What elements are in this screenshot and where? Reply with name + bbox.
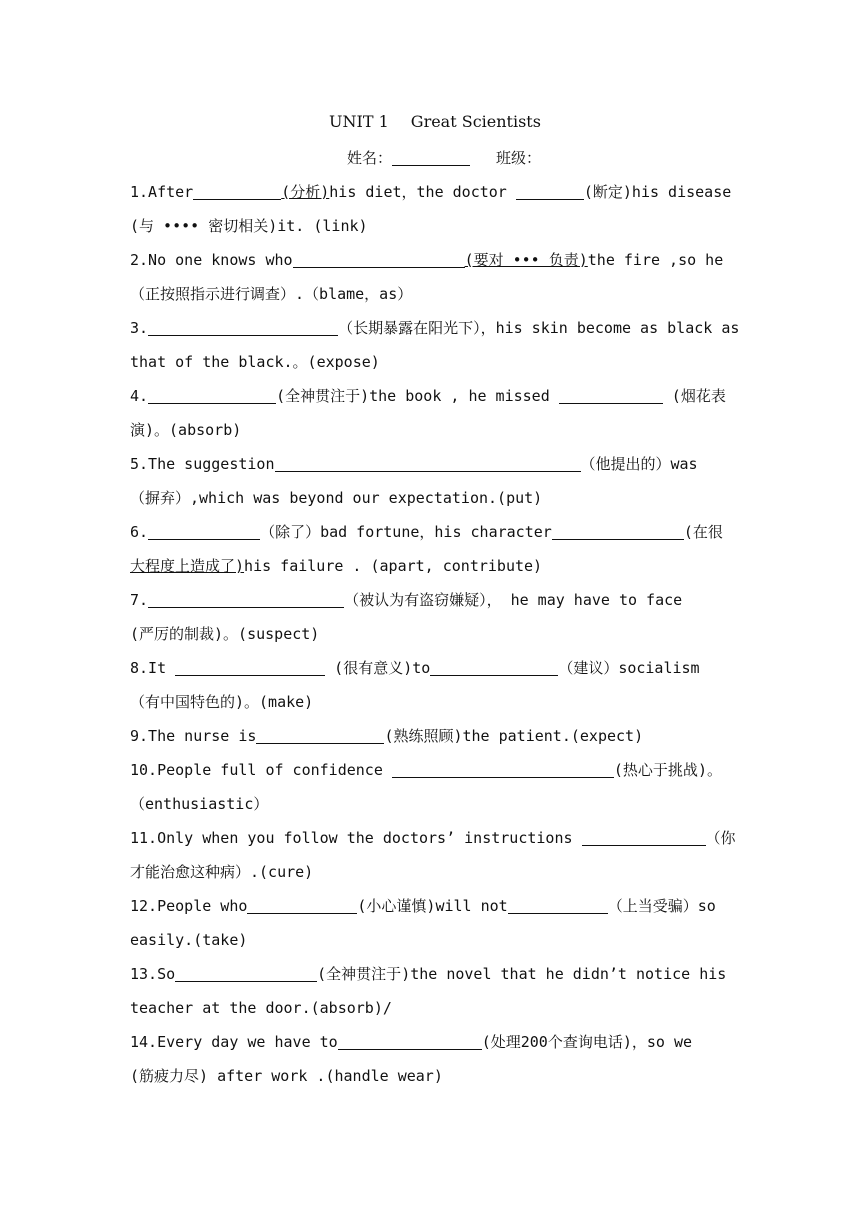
unit-topic: Great Scientists — [410, 112, 541, 131]
question-5-line-1: 5.The suggestion （他提出的）was — [130, 455, 698, 473]
page-title — [140, 108, 730, 135]
question-6-line-2: 大程度上造成了)his failure . (apart, contribute) — [130, 557, 543, 575]
question-13-line-2: teacher at the door.(absorb)/ — [130, 999, 392, 1017]
class-label: 班级： — [496, 149, 542, 167]
unit-label: UNIT 1 — [329, 112, 389, 131]
question-8-line-2: （有中国特色的)。(make) — [130, 693, 314, 711]
name-blank[interactable] — [392, 147, 470, 166]
answer-blank[interactable] — [148, 317, 338, 336]
question-14 — [130, 1025, 730, 1093]
question-14-line-2: (筋疲力尽) after work .(handle wear) — [130, 1067, 443, 1085]
question-13-line-1: 13.So (全神贯注于)the novel that he didn’t notice his — [130, 965, 727, 983]
answer-blank[interactable] — [552, 521, 684, 540]
question-11 — [130, 821, 736, 889]
question-9 — [130, 719, 730, 753]
answer-blank[interactable] — [247, 895, 357, 914]
question-4-line-1: 4. (全神贯注于)the book , he missed (烟花表 — [130, 387, 726, 405]
question-10-line-1: 10.People full of confidence (热心于挑战)。 — [130, 761, 722, 779]
question-11-line-1: 11.Only when you follow the doctors’ instructions （你 — [130, 829, 736, 847]
question-4 — [130, 379, 730, 447]
answer-blank[interactable] — [430, 657, 558, 676]
answer-blank[interactable] — [256, 725, 384, 744]
question-8-line-1: 8.It (很有意义)to （建议）socialism — [130, 659, 700, 677]
question-12-line-2: easily.(take) — [130, 931, 248, 949]
question-7-line-1: 7. （被认为有盗窃嫌疑）， he may have to face — [130, 591, 683, 609]
answer-blank[interactable] — [559, 385, 663, 404]
question-7 — [130, 583, 730, 651]
name-label: 姓名： — [346, 149, 392, 167]
question-7-line-2: (严厉的制裁)。(suspect) — [130, 625, 320, 643]
answer-blank[interactable] — [148, 589, 344, 608]
answer-blank[interactable] — [175, 963, 317, 982]
question-1 — [130, 175, 730, 243]
question-9-line-1: 9.The nurse is (熟练照顾)the patient.(expect) — [130, 727, 644, 745]
question-2 — [130, 243, 730, 311]
answer-blank[interactable] — [275, 453, 581, 472]
question-1-line-2: (与 •••• 密切相关)it. (link) — [130, 217, 368, 235]
answer-blank[interactable] — [148, 385, 276, 404]
answer-blank[interactable] — [392, 759, 614, 778]
question-10-line-2: （enthusiastic） — [130, 795, 269, 813]
answer-blank[interactable] — [193, 181, 281, 200]
question-11-line-2: 才能治愈这种病）.(cure) — [130, 863, 314, 881]
question-3-line-2: that of the black.。(expose) — [130, 353, 380, 371]
answer-blank[interactable] — [516, 181, 584, 200]
question-2-line-1: 2.No one knows who (要对 ••• 负责)the fire ,so he — [130, 251, 724, 269]
question-5-line-2: （摒弃）,which was beyond our expectation.(put) — [130, 489, 543, 507]
answer-blank[interactable] — [508, 895, 608, 914]
answer-blank[interactable] — [148, 521, 260, 540]
worksheet-body — [130, 108, 740, 1093]
question-6 — [130, 515, 730, 583]
question-12-line-1: 12.People who (小心谨慎)will not （上当受骗）so — [130, 897, 716, 915]
answer-blank[interactable] — [582, 827, 706, 846]
question-8 — [130, 651, 730, 719]
question-2-line-2: （正按照指示进行调查）.（blame，as） — [130, 285, 413, 303]
question-1-line-1: 1.After (分析)his diet，the doctor (断定)his disease — [130, 183, 732, 201]
question-3 — [130, 311, 740, 379]
answer-blank[interactable] — [175, 657, 325, 676]
answer-blank[interactable] — [293, 249, 465, 268]
question-4-line-2: 演)。(absorb) — [130, 421, 242, 439]
question-10 — [130, 753, 730, 821]
answer-blank[interactable] — [338, 1031, 482, 1050]
question-3-line-1: 3. （长期暴露在阳光下），his skin become as black as — [130, 319, 740, 337]
question-5 — [130, 447, 730, 515]
question-12 — [130, 889, 730, 957]
question-13 — [130, 957, 730, 1025]
student-info-row — [158, 141, 730, 175]
question-14-line-1: 14.Every day we have to (处理200个查询电话)，so we — [130, 1033, 693, 1051]
question-6-line-1: 6. （除了）bad fortune，his character (在很 — [130, 523, 723, 541]
